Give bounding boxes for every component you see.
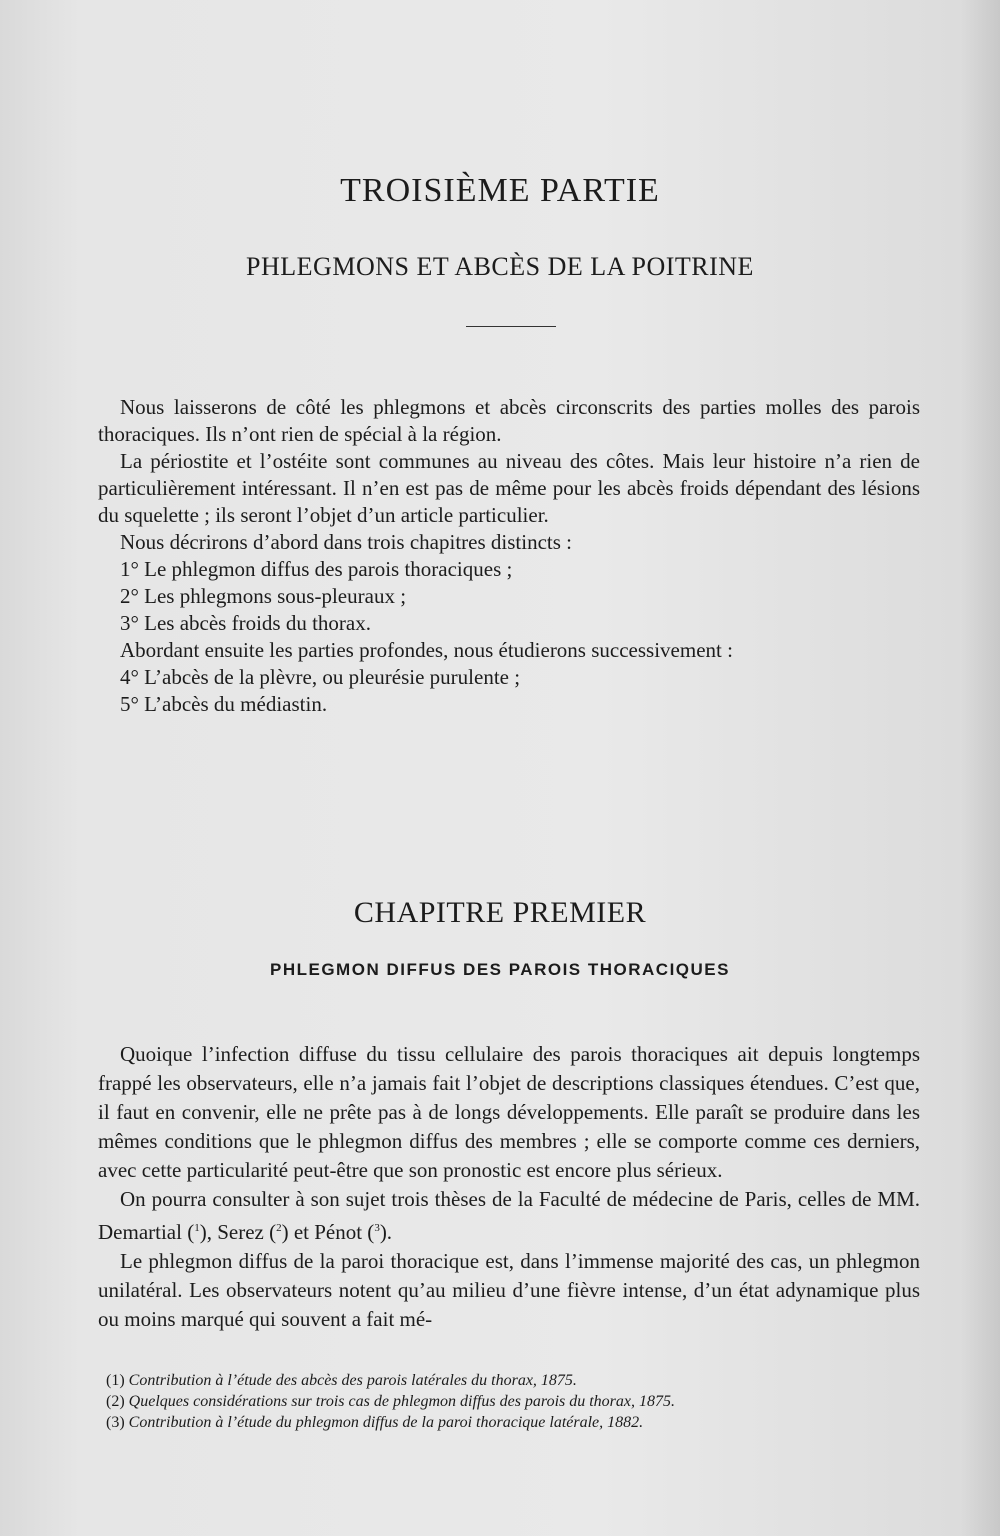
chapter-body (98, 1040, 920, 1334)
list-item: 2° Les phlegmons sous-pleuraux ; (120, 584, 407, 608)
intro-section (98, 394, 920, 718)
body-paragraph-1: Quoique l’infection diffuse du tissu cellulaire des parois thoraciques ait depuis longtemps frappé les observateurs, elle n’a jamais fait l’objet de descriptions classiques étendues. C’est que, il faut en convenir, elle ne prête pas à de longs développements. Elle paraît se produire dans les mêmes conditions que le phlegmon diffus des membres ; elle se comporte comme ces derniers, avec cette particularité peut-être que son pronostic est encore plus sérieux. (98, 1042, 920, 1182)
list-item: 3° Les abcès froids du thorax. (120, 611, 371, 635)
section-divider (466, 326, 556, 327)
list-item: 4° L’abcès de la plèvre, ou pleurésie purulente ; (120, 665, 521, 689)
list-item: 1° Le phlegmon diffus des parois thoraciques ; (120, 557, 513, 581)
part-title: TROISIÈME PARTIE (340, 172, 660, 209)
body-paragraph-3: Le phlegmon diffus de la paroi thoracique est, dans l’immense majorité des cas, un phlegmon unilatéral. Les observateurs notent qu’au milieu d’une fièvre intense, d’un état adynamique plus ou moins marqué qui souvent a fait mé- (98, 1249, 920, 1331)
footnote: (3) Contribution à l’étude du phlegmon diffus de la paroi thoracique latérale, 1882. (106, 1414, 644, 1431)
footnote: (1) Contribution à l’étude des abcès des parois latérales du thorax, 1875. (106, 1372, 577, 1389)
chapter-subtitle: PHLEGMON DIFFUS DES PAROIS THORACIQUES (270, 960, 730, 979)
footnote-ref: 3 (374, 1222, 380, 1234)
intro-paragraph-1: Nous laisserons de côté les phlegmons et abcès circonscrits des parties molles des parois thoraciques. Ils n’ont rien de spécial à la région. (98, 395, 920, 446)
chapter-title: CHAPITRE PREMIER (353, 896, 647, 929)
footnotes (106, 1370, 926, 1433)
body-paragraph-2: On pourra consulter à son sujet trois thèses de la Faculté de médecine de Paris, celles de MM. Demartial ($^1$), Serez ($^2$) et Pénot ($^3$). (98, 1187, 920, 1244)
part-subtitle: PHLEGMONS ET ABCÈS DE LA POITRINE (246, 252, 754, 281)
footnote-ref: 2 (276, 1222, 282, 1234)
footnote: (2) Quelques considérations sur trois cas de phlegmon diffus des parois du thorax, 1875. (106, 1393, 676, 1410)
footnote-ref: 1 (194, 1222, 200, 1234)
intro-paragraph-4: Abordant ensuite les parties profondes, nous étudierons successivement : (120, 638, 733, 662)
list-item: 5° L’abcès du médiastin. (120, 692, 328, 716)
intro-paragraph-2: La périostite et l’ostéite sont communes au niveau des côtes. Mais leur histoire n’a rien de particulièrement intéressant. Il n’en est pas de même pour les abcès froids dépendant des lésions du squelette ; ils seront l’objet d’un article particulier. (98, 449, 920, 527)
intro-paragraph-3: Nous décrirons d’abord dans trois chapitres distincts : (120, 530, 572, 554)
